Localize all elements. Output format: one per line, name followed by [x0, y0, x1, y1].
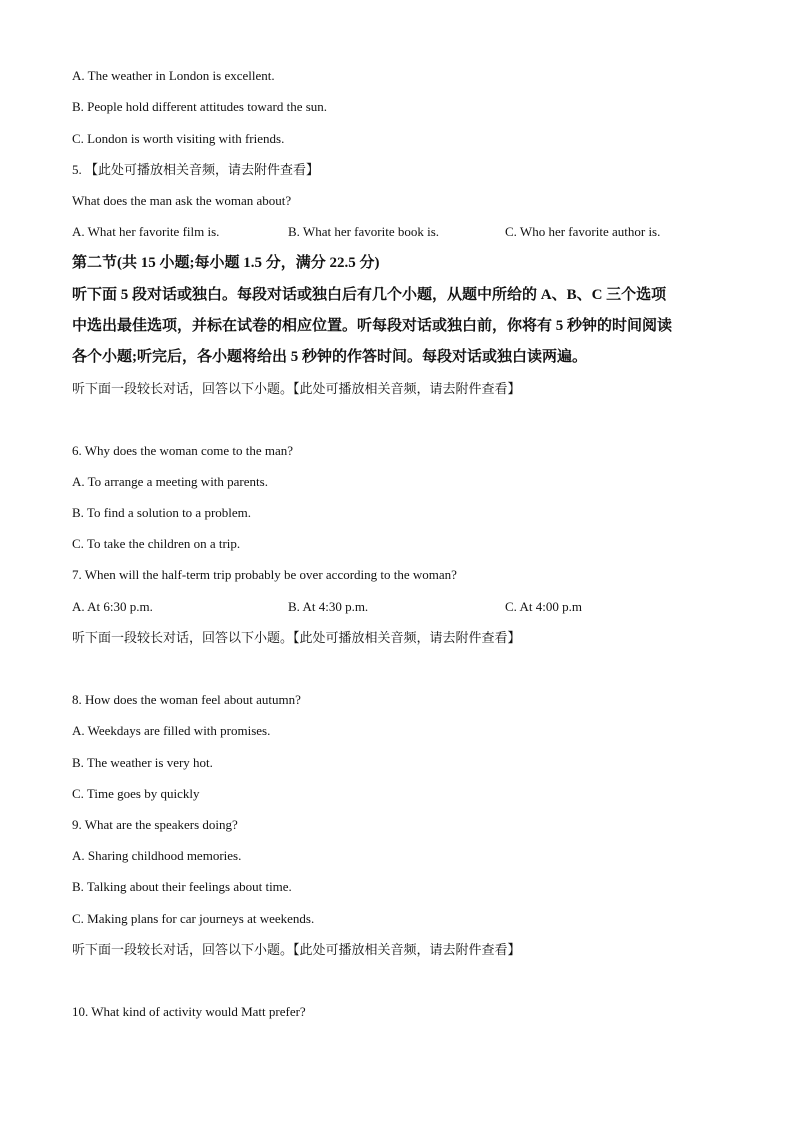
q5-option-a: A. What her favorite film is.	[72, 224, 220, 239]
q6-option-a: A. To arrange a meeting with parents.	[72, 474, 268, 489]
q7-option-b: B. At 4:30 p.m.	[288, 599, 369, 614]
q8-question: 8. How does the woman feel about autumn?	[72, 692, 301, 707]
section2-title: 第二节(共 15 小题;每小题 1.5 分，满分 22.5 分)	[72, 255, 380, 271]
dialog-intro-2[interactable]: 听下面一段较长对话，回答以下小题。【此处可播放相关音频，请去附件查看】	[72, 630, 521, 645]
section2-instructions-line3: 各个小题;听完后，各小题将给出 5 秒钟的作答时间。每段对话或独白读两遍。	[72, 349, 587, 365]
section2-instructions-line2: 中选出最佳选项，并标在试卷的相应位置。听每段对话或独白前，你将有 5 秒钟的时间阅读	[72, 318, 673, 334]
dialog-intro-1[interactable]: 听下面一段较长对话，回答以下小题。【此处可播放相关音频，请去附件查看】	[72, 381, 521, 396]
q6-question: 6. Why does the woman come to the man?	[72, 443, 294, 458]
q4-option-a: A. The weather in London is excellent.	[72, 68, 275, 83]
q5-option-b: B. What her favorite book is.	[288, 224, 440, 239]
q9-option-c: C. Making plans for car journeys at weekends.	[72, 911, 315, 926]
q4-option-c: C. London is worth visiting with friends.	[72, 131, 285, 146]
q8-option-c: C. Time goes by quickly	[72, 786, 200, 801]
q8-option-b: B. The weather is very hot.	[72, 755, 213, 770]
q7-question: 7. When will the half-term trip probably be over according to the woman?	[72, 567, 457, 582]
q6-option-c: C. To take the children on a trip.	[72, 536, 241, 551]
q8-option-a: A. Weekdays are filled with promises.	[72, 723, 271, 738]
dialog-intro-3[interactable]: 听下面一段较长对话，回答以下小题。【此处可播放相关音频，请去附件查看】	[72, 942, 521, 957]
q5-option-c: C. Who her favorite author is.	[505, 224, 661, 239]
q4-option-b: B. People hold different attitudes toward the sun.	[72, 99, 328, 114]
q9-option-b: B. Talking about their feelings about time.	[72, 879, 292, 894]
q9-question: 9. What are the speakers doing?	[72, 817, 238, 832]
q9-option-a: A. Sharing childhood memories.	[72, 848, 242, 863]
q6-option-b: B. To find a solution to a problem.	[72, 505, 252, 520]
q5-audio-note[interactable]: 5. 【此处可播放相关音频，请去附件查看】	[72, 162, 320, 177]
q5-question: What does the man ask the woman about?	[72, 193, 292, 208]
section2-instructions-line1: 听下面 5 段对话或独白。每段对话或独白后有几个小题，从题中所给的 A、B、C 三个选项	[72, 287, 667, 303]
q7-option-c: C. At 4:00 p.m	[505, 599, 582, 614]
q10-question: 10. What kind of activity would Matt prefer?	[72, 1004, 306, 1019]
q7-option-a: A. At 6:30 p.m.	[72, 599, 153, 614]
